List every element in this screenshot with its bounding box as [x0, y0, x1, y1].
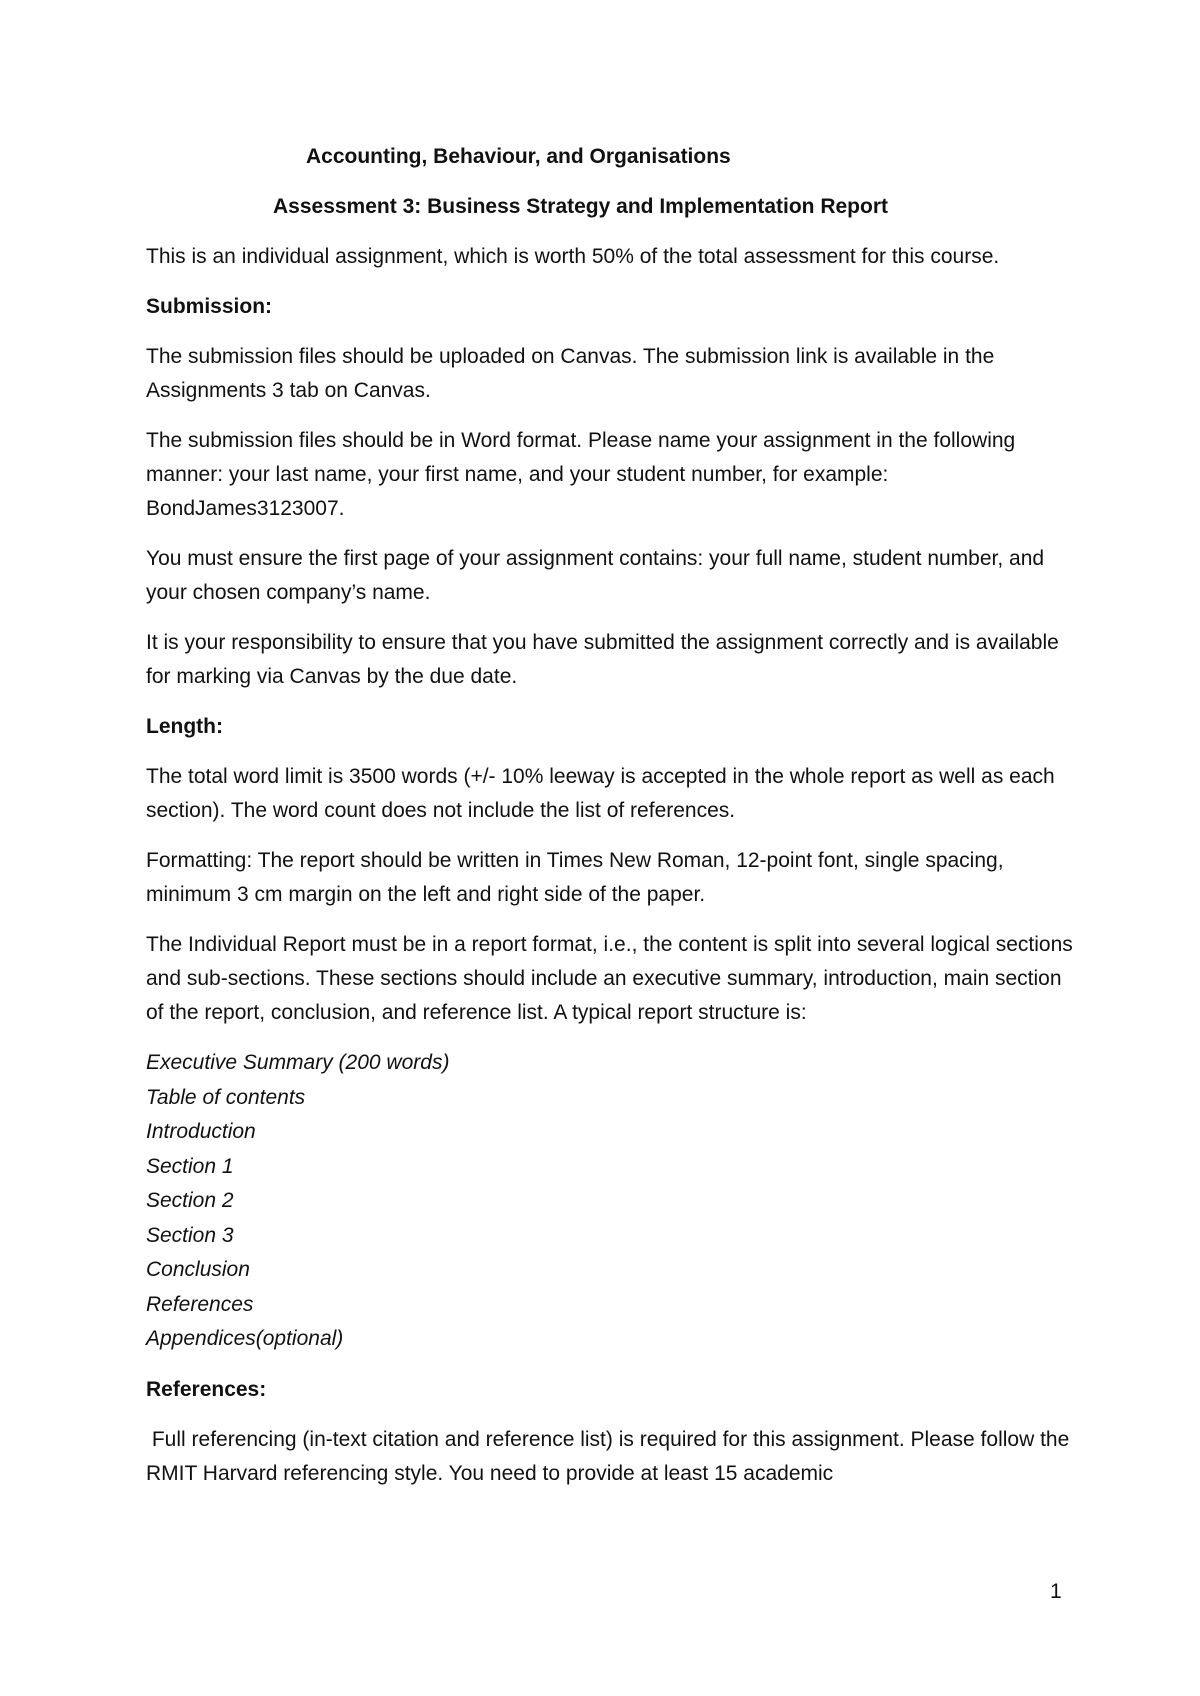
- length-paragraph-1: The total word limit is 3500 words (+/- 10% leeway is accepted in the whole report as well as each section). The word count does not include the list of references.: [146, 765, 1055, 822]
- list-item: Appendices(optional): [146, 1327, 344, 1350]
- report-structure-list: [146, 1046, 1076, 1357]
- references-paragraph: Full referencing (in-text citation and reference list) is required for this assignment. Please follow the RMIT Harvard referencing style. You need to provide at least 15 academic: [146, 1427, 1076, 1485]
- submission-paragraph-3: You must ensure the first page of your assignment contains: your full name, student number, and your chosen company’s name.: [146, 547, 1045, 604]
- list-item: Section 1: [146, 1154, 234, 1178]
- list-item: Executive Summary (200 words): [146, 1051, 450, 1074]
- formatting-paragraph: Formatting: The report should be written in Times New Roman, 12-point font, single spacing, minimum 3 cm margin on the left and right side of the paper.: [146, 849, 1004, 906]
- length-heading: Length:: [146, 715, 223, 738]
- report-format-paragraph: The Individual Report must be in a report format, i.e., the content is split into several logical sections and sub-sections. These sections should include an executive summary, introduction, main section of the report, conclusion, and reference list. A typical report structure is:: [146, 933, 1073, 1024]
- list-item: Section 3: [146, 1223, 234, 1247]
- list-item: Introduction: [146, 1120, 256, 1143]
- list-item: Table of contents: [146, 1085, 306, 1109]
- submission-paragraph-2: The submission files should be in Word format. Please name your assignment in the following manner: your last name, your first name, and your student number, for example: BondJames3123007.: [146, 429, 1016, 520]
- submission-heading: Submission:: [146, 295, 273, 318]
- submission-paragraph-4: It is your responsibility to ensure that you have submitted the assignment correctly and is available for marking via Canvas by the due date.: [146, 631, 1059, 688]
- list-item: Conclusion: [146, 1258, 250, 1281]
- page-content: [146, 140, 1076, 1507]
- list-item: Section 2: [146, 1189, 234, 1212]
- assessment-title: Assessment 3: Business Strategy and Implementation Report: [273, 195, 888, 218]
- submission-paragraph-1: The submission files should be uploaded on Canvas. The submission link is available in the Assignments 3 tab on Canvas.: [146, 345, 995, 402]
- references-heading: References:: [146, 1377, 267, 1401]
- list-item: References: [146, 1292, 254, 1316]
- page-number: 1: [1050, 1580, 1062, 1603]
- intro-paragraph: This is an individual assignment, which is worth 50% of the total assessment for this course.: [146, 245, 1000, 268]
- course-title: Accounting, Behaviour, and Organisations: [306, 145, 731, 168]
